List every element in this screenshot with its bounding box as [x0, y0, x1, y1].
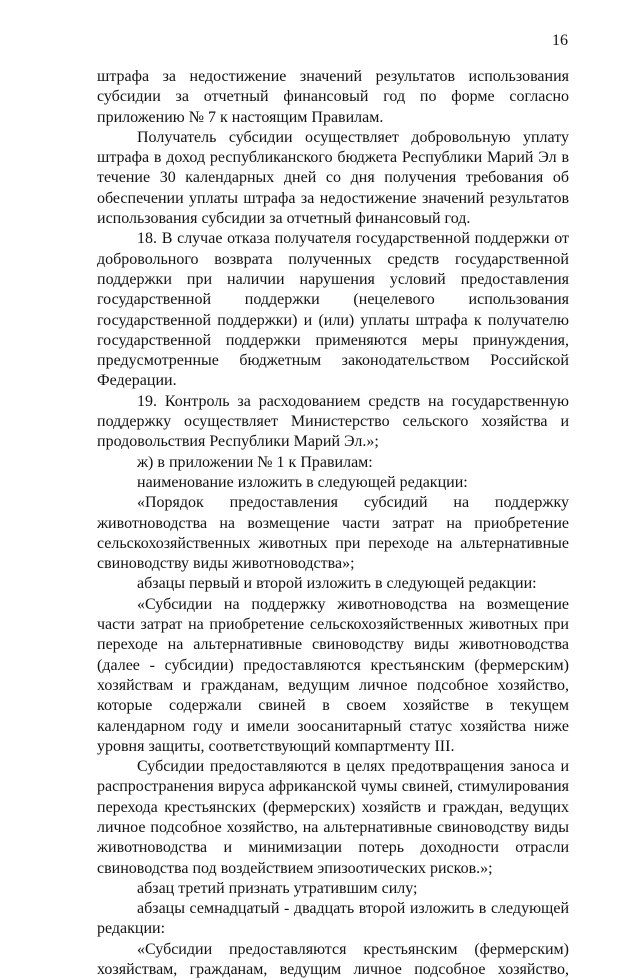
paragraph: «Субсидии предоставляются крестьянским (фермерским) хозяйствам, гражданам, ведущим личное подсобное хозяйство,	[97, 940, 569, 979]
page-number: 16	[552, 32, 568, 49]
paragraph: «Порядок предоставления субсидий на поддержку животноводства на возмещение части затрат на приобретение сельскохозяйственных животных при переходе на альтернативные свиноводству виды животноводства»;	[97, 494, 569, 573]
paragraph: Получатель субсидии осуществляет добровольную уплату штрафа в доход республиканского бюджета Республики Марий Эл в течение 30 календарных дней со дня получения требования об обеспечении уплаты штрафа за недостижение значений результатов использования субсидии за отчетный финансовый год.	[97, 128, 569, 228]
paragraph: абзацы первый и второй изложить в следующей редакции:	[137, 575, 537, 593]
paragraph: 18. В случае отказа получателя государственной поддержки от добровольного возврата полученных средств государственной поддержки при наличии нарушения условий предоставления государственной поддержки (нецелевого использования государственной поддержки) и (или) уплаты штрафа к получателю государственной поддержки применяются меры принуждения, предусмотренные бюджетным законодательством Российской Федерации.	[97, 230, 569, 390]
paragraph: наименование изложить в следующей редакции:	[137, 473, 468, 491]
paragraph: 19. Контроль за расходованием средств на государственную поддержку осуществляет Министерство сельского хозяйства и продовольствия Республики Марий Эл.»;	[97, 392, 569, 451]
paragraph: Субсидии предоставляются в целях предотвращения заноса и распространения вируса африканской чумы свиней, стимулирования перехода крестьянских (фермерских) хозяйств и граждан, ведущих личное подсобное хозяйство, на альтернативные свиноводству виды животноводства и минимизации потерь доходности отрасли свиноводства под воздействием эпизоотических рисков.»;	[97, 758, 569, 877]
paragraph: абзац третий признать утратившим силу;	[137, 879, 418, 897]
paragraph: ж) в приложении № 1 к Правилам:	[137, 453, 373, 471]
paragraph: «Субсидии на поддержку животноводства на возмещение части затрат на приобретение сельскохозяйственных животных при переходе на альтернативные свиноводству виды животноводства (далее - субсидии) предоставляются крестьянским (фермерским) хозяйствам и гражданам, ведущим личное подсобное хозяйство, которые содержали свиней в своем хозяйстве в текущем календарном году и имели зоосанитарный статус хозяйства ниже уровня защиты, соответствующий компартменту III.	[97, 595, 569, 755]
paragraph: штрафа за недостижение значений результатов использования субсидии за отчетный финансовый год по форме согласно приложению № 7 к настоящим Правилам.	[97, 68, 569, 126]
document-body	[97, 67, 569, 980]
paragraph: абзацы семнадцатый - двадцать второй изложить в следующей редакции:	[97, 900, 569, 938]
